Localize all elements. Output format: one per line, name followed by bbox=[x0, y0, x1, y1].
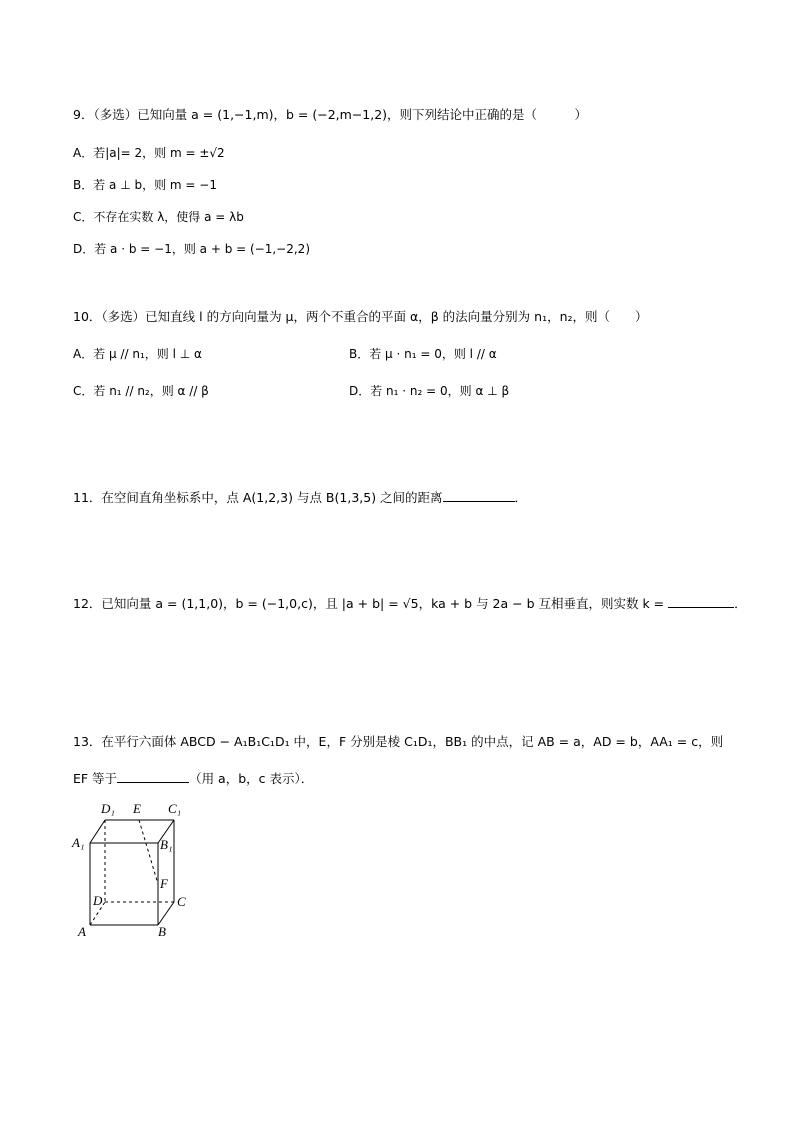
label-a: A bbox=[78, 924, 86, 939]
segment-e-f-hidden bbox=[139, 820, 158, 884]
label-a1: A₁ bbox=[72, 835, 85, 850]
q13-stem-line1: 13．在平行六面体 ABCD − A₁B₁C₁D₁ 中，E，F 分别是棱 C₁D₁，BB₁ 的中点，记 AB = a，AD = b，AA₁ = c，则 bbox=[73, 734, 724, 749]
q9-option-d: D．若 a · b = −1，则 a + b = (−1,−2,2) bbox=[73, 242, 311, 256]
q11-end: ． bbox=[514, 490, 528, 505]
label-d: D bbox=[93, 893, 103, 908]
label-e: E bbox=[133, 801, 141, 816]
label-b: B bbox=[158, 924, 166, 939]
q13-answer-blank[interactable] bbox=[117, 770, 189, 783]
q13-stem-prefix: EF 等于 bbox=[73, 771, 118, 786]
q9-option-c: C．不存在实数 λ，使得 a = λb bbox=[73, 210, 244, 224]
q10-option-d: D．若 n₁ · n₂ = 0，则 α ⊥ β bbox=[349, 384, 510, 398]
edge-b-c bbox=[158, 902, 174, 925]
parallelepiped-figure bbox=[70, 797, 200, 942]
q10-option-a: A．若 μ // n₁，则 l ⊥ α bbox=[73, 347, 202, 361]
q10-stem: 10．（多选）已知直线 l 的方向向量为 μ，两个不重合的平面 α，β 的法向量分别为 n₁，n₂，则（ ） bbox=[73, 309, 648, 324]
label-c: C bbox=[177, 894, 186, 909]
q12-answer-blank[interactable] bbox=[668, 595, 734, 608]
q9-option-b: B．若 a ⊥ b，则 m = −1 bbox=[73, 178, 217, 192]
edge-a1-d1 bbox=[90, 820, 105, 843]
label-c1: C₁ bbox=[168, 801, 182, 816]
q10-option-b: B．若 μ · n₁ = 0，则 l // α bbox=[349, 347, 497, 361]
q9-option-a: A．若|a|= 2，则 m = ±√2 bbox=[73, 146, 225, 160]
q13-line2 bbox=[73, 770, 313, 788]
q12-end: ． bbox=[734, 596, 747, 611]
label-b1: B₁ bbox=[160, 837, 173, 852]
q12-line bbox=[73, 595, 747, 613]
q12-stem: 12．已知向量 a = (1,1,0)，b = (−1,0,c)，且 |a + b| = √5，ka + b 与 2a − b 互相垂直，则实数 k = bbox=[73, 596, 665, 611]
q11-stem: 11．在空间直角坐标系中，点 A(1,2,3) 与点 B(1,3,5) 之间的距离 bbox=[73, 490, 443, 505]
q9-stem: 9．（多选）已知向量 a = (1,−1,m)，b = (−2,m−1,2)，则下列结论中正确的是（ ） bbox=[73, 107, 588, 122]
label-f: F bbox=[160, 876, 168, 891]
q11-line bbox=[73, 489, 527, 507]
label-d1: D₁ bbox=[101, 801, 115, 816]
q13-stem-suffix: （用 a，b，c 表示）． bbox=[189, 771, 314, 786]
q11-answer-blank[interactable] bbox=[443, 489, 515, 502]
q10-option-c: C．若 n₁ // n₂，则 α // β bbox=[73, 384, 209, 398]
